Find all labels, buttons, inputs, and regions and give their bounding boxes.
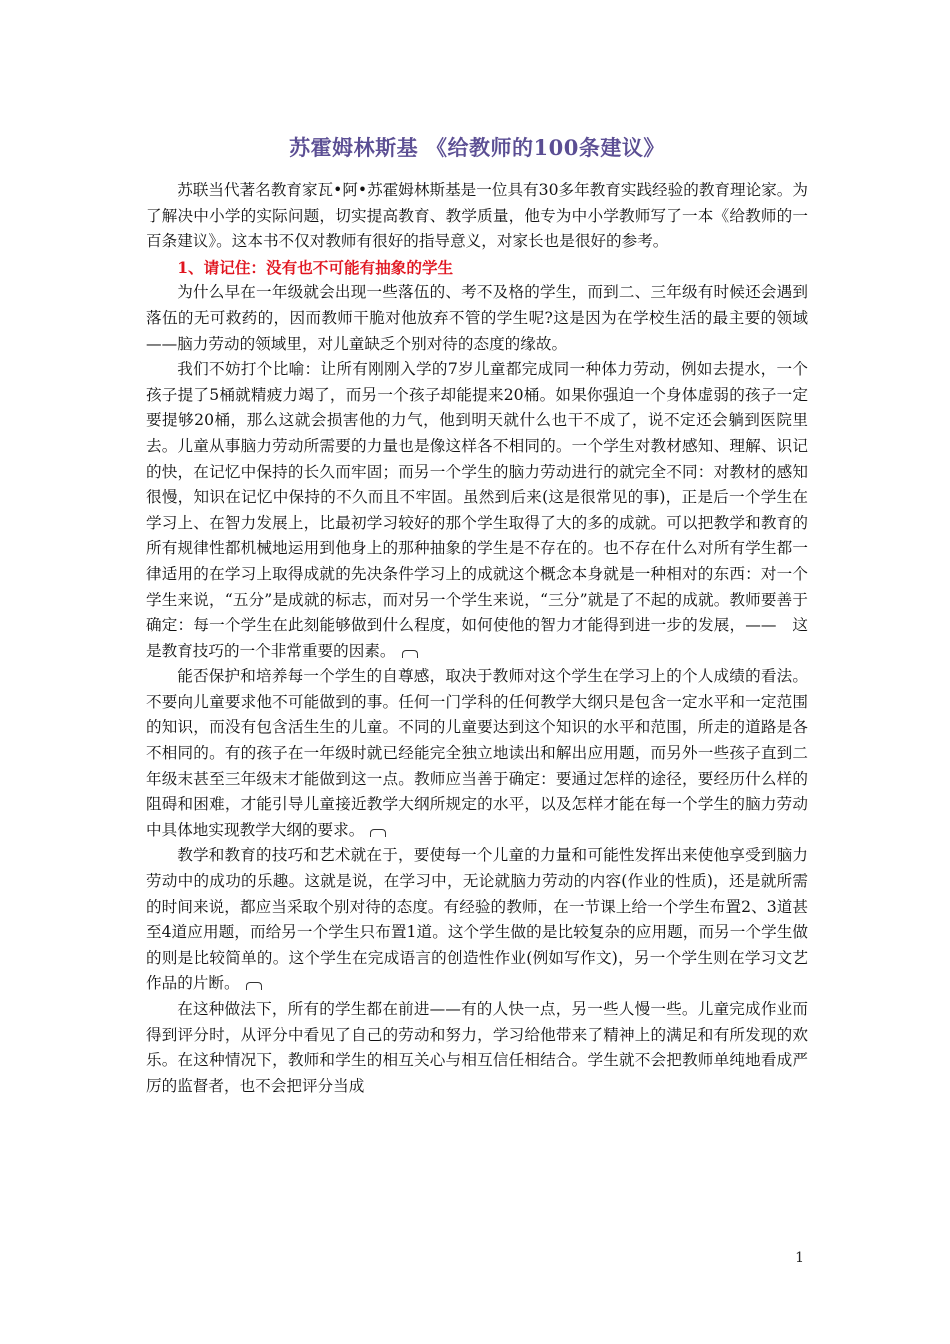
body-paragraph-4-text: 教学和教育的技巧和艺术就在于，要使每一个儿童的力量和可能性发挥出来使他享受到脑力劳动中的成功的乐趣。这就是说，在学习中，无论就脑力劳动的内容(作业的性质)，还是就所需的时间来说，都应当采取个别对待的态度。有经验的教师，在一节课上给一个学生布置2、3道甚至4道应用题，而给另一个学生只布置1道。这个学生做的是比较复杂的应用题，而另一个学生做的则是比较简单的。这个学生在完成语言的创造性作业(例如写作文)，另一个学生则在学习文艺作品的片断。 — [146, 846, 808, 993]
body-paragraph-2 — [146, 357, 808, 664]
document-page — [146, 132, 808, 1099]
body-paragraph-3-text: 能否保护和培养每一个学生的自尊感，取决于教师对这个学生在学习上的个人成绩的看法。不要向儿童要求他不可能做到的事。任何一门学科的任何教学大纲只是包含一定水平和一定范围的知识，而没有包含活生生的儿童。不同的儿童要达到这个知识的水平和范围，所走的道路是各不相同的。有的孩子在一年级时就已经能完全独立地读出和解出应用题，而另外一些孩子直到二年级末甚至三年级末才能做到这一点。教师应当善于确定：要通过怎样的途径，要经历什么样的阻碍和困难，才能引导儿童接近教学大纲所规定的水平，以及怎样才能在每一个学生的脑力劳动中具体地实现教学大纲的要求。 — [146, 667, 808, 839]
intro-paragraph: 苏联当代著名教育家瓦•阿•苏霍姆林斯基是一位具有30多年教育实践经验的教育理论家。为了解决中小学的实际问题，切实提高教育、教学质量，他专为中小学教师写了一本《给教师的一百条建议》。这本书不仅对教师有很好的指导意义，对家长也是很好的参考。 — [146, 181, 808, 251]
page-number: 1 — [795, 1250, 804, 1266]
paragraph-end-mark-icon — [370, 829, 386, 837]
body-paragraph-5: 在这种做法下，所有的学生都在前进——有的人快一点，另一些人慢一些。儿童完成作业而得到评分时，从评分中看见了自己的劳动和努力，学习给他带来了精神上的满足和有所发现的欢乐。在这种情况下，教师和学生的相互关心与相互信任相结合。学生就不会把教师单纯地看成严厉的监督者，也不会把评分当成 — [146, 1000, 808, 1095]
body-paragraph-4 — [146, 843, 808, 997]
paragraph-end-mark-icon — [402, 650, 418, 658]
paragraph-end-mark-icon — [246, 982, 262, 990]
body-paragraph-1: 为什么早在一年级就会出现一些落伍的、考不及格的学生，而到二、三年级有时候还会遇到落伍的无可救药的，因而教师干脆对他放弃不管的学生呢?这是因为在学校生活的最主要的领域——脑力劳动的领域里，对儿童缺乏个别对待的态度的缘故。 — [146, 283, 808, 353]
document-title: 苏霍姆林斯基 《给教师的100条建议》 — [289, 135, 665, 160]
section-heading: 1、请记住：没有也不可能有抽象的学生 — [177, 257, 454, 277]
body-paragraph-2-text: 我们不妨打个比喻：让所有刚刚入学的7岁儿童都完成同一种体力劳动，例如去提水，一个孩子提了5桶就精疲力竭了，而另一个孩子却能提来20桶。如果你强迫一个身体虚弱的孩子一定要提够20桶，那么这就会损害他的力气，他到明天就什么也干不成了，说不定还会躺到医院里去。儿童从事脑力劳动所需要的力量也是像这样各不相同的。一个学生对教材感知、理解、识记的快，在记忆中保持的长久而牢固；而另一个学生的脑力劳动进行的就完全不同：对教材的感知很慢，知识在记忆中保持的不久而且不牢固。虽然到后来(这是很常见的事)，正是后一个学生在学习上、在智力发展上，比最初学习较好的那个学生取得了大的多的成就。可以把教学和教育的所有规律性都机械地运用到他身上的那种抽象的学生是不存在的。也不存在什么对所有学生都一律适用的在学习上取得成就的先决条件学习上的成就这个概念本身就是一种相对的东西：对一个学生来说，“五分”是成就的标志，而对另一个学生来说，“三分”就是了不起的成就。教师要善于确定：每一个学生在此刻能够做到什么程度，如何使他的智力才能得到进一步的发展，—— 这是教育技巧的一个非常重要的因素。 — [146, 360, 808, 660]
body-paragraph-3 — [146, 664, 808, 843]
